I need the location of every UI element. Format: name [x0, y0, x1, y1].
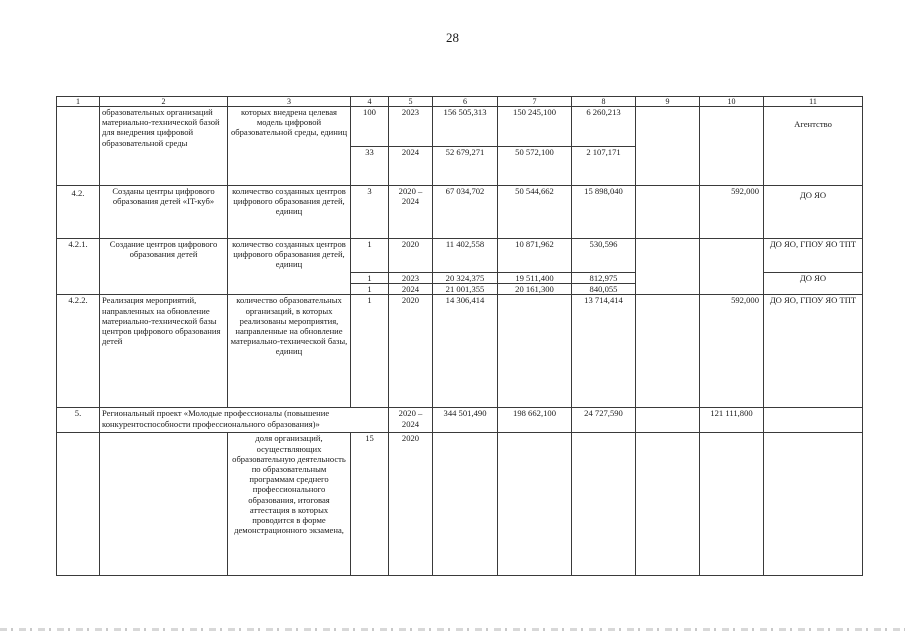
- amount-other: 592,000: [700, 295, 764, 408]
- executor: ДО ЯО, ГПОУ ЯО ТПТ: [764, 239, 863, 273]
- amount-other: [700, 433, 764, 576]
- table-row: [57, 107, 863, 147]
- page-number: 28: [446, 30, 459, 45]
- amount-total: [433, 433, 498, 576]
- executor: ДО ЯО: [764, 273, 863, 295]
- amount-regional: 13 714,414: [572, 295, 636, 408]
- col-header-11: 11: [764, 97, 863, 107]
- indicator-value: 1: [351, 239, 389, 273]
- col-header-1: 1: [57, 97, 100, 107]
- amount-other: 592,000: [700, 186, 764, 239]
- row-number: [57, 107, 100, 186]
- program-table: [56, 96, 863, 576]
- col-header-2: 2: [100, 97, 228, 107]
- table-row: [57, 186, 863, 239]
- amount-other: [700, 107, 764, 186]
- amount-federal: 50 544,662: [498, 186, 572, 239]
- year-cell: 2020: [389, 295, 433, 408]
- amount-federal: 198 662,100: [498, 408, 572, 433]
- year-cell: 2023: [389, 107, 433, 147]
- measure-name: Создание центров цифрового образования детей: [100, 239, 228, 295]
- indicator-value: 1: [351, 295, 389, 408]
- executor: ДО ЯО, ГПОУ ЯО ТПТ: [764, 295, 863, 408]
- year-cell: 2023: [389, 273, 433, 284]
- table-row: [57, 239, 863, 273]
- amount-local: [636, 107, 700, 186]
- indicator-name: количество созданных центров цифрового образования детей, единиц: [228, 239, 351, 295]
- amount-regional: 24 727,590: [572, 408, 636, 433]
- year-cell: 2024: [389, 284, 433, 295]
- year-cell: 2020 – 2024: [389, 408, 433, 433]
- indicator-value: 100: [351, 107, 389, 147]
- col-header-6: 6: [433, 97, 498, 107]
- col-header-9: 9: [636, 97, 700, 107]
- amount-local: [636, 239, 700, 295]
- amount-federal: 19 511,400: [498, 273, 572, 284]
- amount-total: 344 501,490: [433, 408, 498, 433]
- measure-name: образовательных организаций материально-технической базой для внедрения цифровой образовательной среды: [100, 107, 228, 186]
- amount-total: 21 001,355: [433, 284, 498, 295]
- year-cell: 2024: [389, 146, 433, 186]
- row-number: [57, 433, 100, 576]
- amount-federal: 20 161,300: [498, 284, 572, 295]
- amount-total: 67 034,702: [433, 186, 498, 239]
- indicator-value: 1: [351, 273, 389, 284]
- indicator-value: 3: [351, 186, 389, 239]
- amount-total: 14 306,414: [433, 295, 498, 408]
- amount-regional: 6 260,213: [572, 107, 636, 147]
- table-row: [57, 408, 863, 433]
- col-header-10: 10: [700, 97, 764, 107]
- executor: [764, 408, 863, 433]
- amount-federal: [498, 433, 572, 576]
- indicator-name: количество созданных центров цифрового образования детей, единиц: [228, 186, 351, 239]
- year-cell: 2020 – 2024: [389, 186, 433, 239]
- amount-total: 156 505,313: [433, 107, 498, 147]
- indicator-name: доля организаций, осуществляющих образовательную деятельность по образовательным программам среднего профессионального образования, итоговая аттестация в которых проводится в форме демонстрационного экзамена,: [228, 433, 351, 576]
- table-row: [57, 295, 863, 408]
- year-cell: 2020: [389, 433, 433, 576]
- table-row: [57, 433, 863, 576]
- indicator-name: которых внедрена целевая модель цифровой образовательной среды, единиц: [228, 107, 351, 186]
- measure-name: [100, 433, 228, 576]
- col-header-4: 4: [351, 97, 389, 107]
- amount-other: 121 111,800: [700, 408, 764, 433]
- col-header-8: 8: [572, 97, 636, 107]
- amount-federal: 50 572,100: [498, 146, 572, 186]
- amount-regional: 530,596: [572, 239, 636, 273]
- amount-regional: [572, 433, 636, 576]
- amount-federal: 10 871,962: [498, 239, 572, 273]
- executor: ДО ЯО: [764, 186, 863, 239]
- col-header-7: 7: [498, 97, 572, 107]
- row-number: 4.2.2.: [57, 295, 100, 408]
- amount-regional: 15 898,040: [572, 186, 636, 239]
- amount-regional: 2 107,171: [572, 146, 636, 186]
- amount-local: [636, 295, 700, 408]
- amount-local: [636, 433, 700, 576]
- indicator-value: 15: [351, 433, 389, 576]
- col-header-5: 5: [389, 97, 433, 107]
- amount-local: [636, 186, 700, 239]
- indicator-name: количество образовательных организаций, в которых реализованы мероприятия, направленные на обновление материально-технической базы, единиц: [228, 295, 351, 408]
- amount-total: 20 324,375: [433, 273, 498, 284]
- scan-edge-artifact: [0, 628, 905, 631]
- executor: Агентство: [764, 107, 863, 186]
- amount-federal: [498, 295, 572, 408]
- executor: [764, 433, 863, 576]
- amount-regional: 840,055: [572, 284, 636, 295]
- amount-local: [636, 408, 700, 433]
- col-header-3: 3: [228, 97, 351, 107]
- amount-total: 52 679,271: [433, 146, 498, 186]
- year-cell: 2020: [389, 239, 433, 273]
- measure-name: Реализация мероприятий, направленных на обновление материально-технической базы центров цифрового образования детей: [100, 295, 228, 408]
- amount-total: 11 402,558: [433, 239, 498, 273]
- indicator-value: 33: [351, 146, 389, 186]
- measure-name: Созданы центры цифрового образования детей «IT-куб»: [100, 186, 228, 239]
- amount-other: [700, 239, 764, 295]
- amount-regional: 812,975: [572, 273, 636, 284]
- row-number: 4.2.: [57, 186, 100, 239]
- row-number: 4.2.1.: [57, 239, 100, 295]
- column-number-row: [57, 97, 863, 107]
- row-number: 5.: [57, 408, 100, 433]
- project-name: Региональный проект «Молодые профессионалы (повышение конкурентоспособности профессионального образования)»: [100, 408, 389, 433]
- indicator-value: 1: [351, 284, 389, 295]
- amount-federal: 150 245,100: [498, 107, 572, 147]
